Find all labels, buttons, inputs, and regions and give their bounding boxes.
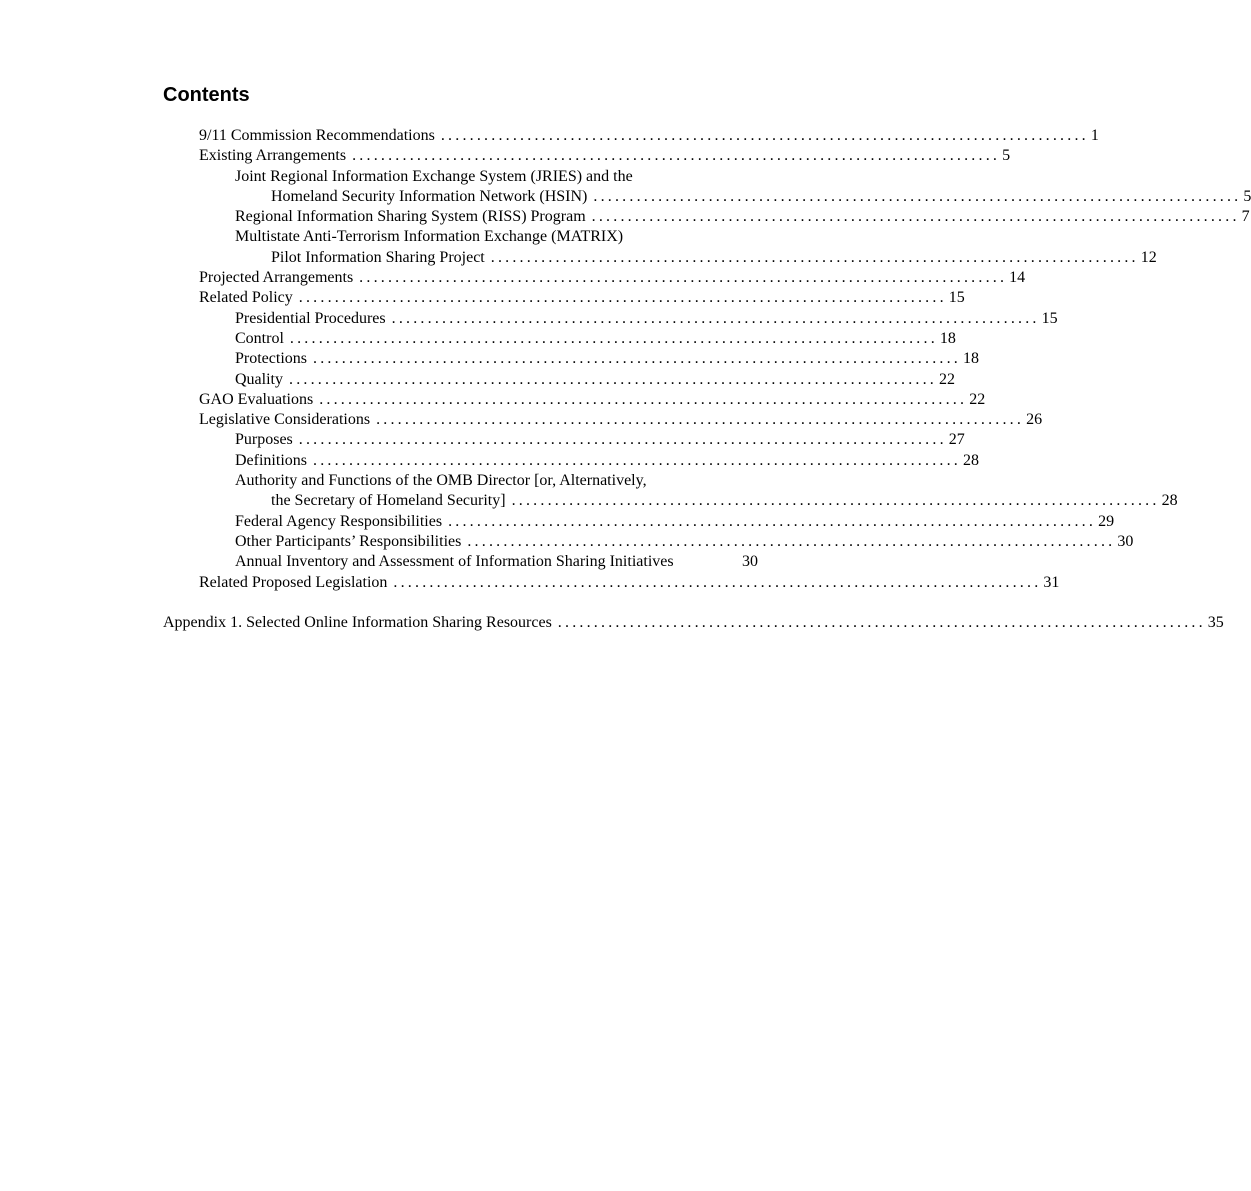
- toc-entry-title: Appendix 1. Selected Online Information Sharing Resources: [163, 613, 552, 631]
- toc-entry[interactable]: [0, 167, 758, 187]
- toc-page-number: 14: [1009, 269, 1026, 287]
- toc-page-number: 15: [1041, 309, 1058, 327]
- toc-entry[interactable]: [0, 329, 956, 349]
- toc-entry[interactable]: [0, 207, 1250, 227]
- toc-page-number: 15: [948, 289, 965, 307]
- toc-entry-title: Regional Information Sharing System (RISS) Program: [235, 208, 586, 226]
- toc-entry-title: Related Policy: [199, 289, 293, 307]
- toc-entry-title: Homeland Security Information Network (HSIN): [271, 187, 588, 205]
- table-of-contents: [0, 126, 1251, 633]
- toc-entry[interactable]: [0, 370, 955, 390]
- toc-page-number: 30: [1117, 532, 1134, 550]
- toc-entry[interactable]: [0, 268, 1026, 288]
- toc-entry[interactable]: [0, 349, 979, 369]
- toc-page-number: 35: [1207, 613, 1224, 631]
- dot-leader: ..........................................................................................: [557, 613, 1206, 631]
- toc-page-number: 7: [1241, 208, 1250, 226]
- dot-leader: ..........................................................................................: [448, 512, 1097, 530]
- toc-entry-title: Authority and Functions of the OMB Director [or, Alternatively,: [235, 472, 647, 490]
- toc-entry[interactable]: [0, 309, 1058, 329]
- toc-entry[interactable]: [0, 532, 1134, 552]
- toc-page-number: 1: [1090, 127, 1099, 144]
- toc-entry-title: Other Participants’ Responsibilities: [235, 532, 462, 550]
- toc-page-number: 22: [969, 390, 986, 408]
- toc-entry[interactable]: [0, 471, 758, 491]
- dot-leader: ..........................................................................................: [289, 370, 937, 388]
- toc-entry[interactable]: [0, 126, 1099, 146]
- toc-page-number: 31: [1043, 573, 1060, 591]
- dot-leader: ..........................................................................................: [289, 329, 938, 347]
- toc-page-number: 30: [742, 553, 758, 571]
- toc-page-number: 28: [963, 451, 979, 469]
- toc-entry-title: Projected Arrangements: [199, 269, 354, 287]
- toc-page-number: 18: [939, 329, 956, 347]
- spacer: [0, 593, 920, 613]
- toc-entry-title: Purposes: [235, 431, 293, 449]
- toc-entry[interactable]: [0, 552, 758, 572]
- dot-leader: ..........................................................................................: [376, 411, 1025, 429]
- dot-leader: ..........................................................................................: [440, 127, 1089, 144]
- toc-entry[interactable]: [0, 187, 1251, 207]
- toc-entry[interactable]: [0, 410, 1043, 430]
- toc-entry-title: Related Proposed Legislation: [199, 573, 388, 591]
- toc-entry-title: Existing Arrangements: [199, 147, 347, 165]
- toc-page-number: 12: [1140, 248, 1157, 266]
- dot-leader: ..........................................................................................: [591, 208, 1240, 226]
- toc-page-number: 26: [1026, 411, 1043, 429]
- dot-leader: ..........................................................................................: [359, 269, 1008, 287]
- toc-page-number: 22: [939, 370, 955, 388]
- contents-heading: Contents: [163, 84, 250, 106]
- toc-entry[interactable]: [0, 390, 986, 410]
- dot-leader: ..........................................................................................: [393, 573, 1042, 591]
- dot-leader: ..........................................................................................: [352, 147, 1001, 165]
- toc-entry[interactable]: [0, 288, 965, 308]
- toc-page-number: 5: [1243, 187, 1251, 205]
- toc-entry-title: 9/11 Commission Recommendations: [199, 127, 435, 144]
- toc-entry-title: Federal Agency Responsibilities: [235, 512, 443, 530]
- toc-page-number: 27: [948, 431, 965, 449]
- toc-entry[interactable]: [0, 573, 1060, 593]
- toc-page-number: 29: [1098, 512, 1115, 530]
- toc-entry-title: Protections: [235, 350, 307, 368]
- toc-entry-title: Pilot Information Sharing Project: [271, 248, 485, 266]
- dot-leader: ..........................................................................................: [313, 350, 961, 368]
- toc-entry[interactable]: [0, 613, 1224, 633]
- toc-entry-title: Joint Regional Information Exchange System (JRIES) and the: [235, 167, 633, 185]
- toc-entry-title: Legislative Considerations: [199, 411, 371, 429]
- toc-entry-title: Annual Inventory and Assessment of Information Sharing Initiatives: [235, 553, 674, 571]
- dot-leader: ..........................................................................................: [490, 248, 1139, 266]
- dot-leader: ..........................................................................................: [298, 289, 947, 307]
- dot-leader: ..........................................................................................: [593, 187, 1242, 205]
- toc-entry-title: Multistate Anti-Terrorism Information Exchange (MATRIX): [235, 228, 624, 246]
- toc-entry-title: Presidential Procedures: [235, 309, 386, 327]
- toc-page-number: 18: [963, 350, 979, 368]
- toc-entry[interactable]: [0, 146, 1011, 166]
- dot-leader: ..........................................................................................: [467, 532, 1116, 550]
- toc-entry-title: Quality: [235, 370, 283, 388]
- dot-leader: ..........................................................................................: [319, 390, 968, 408]
- toc-entry-title: Control: [235, 329, 284, 347]
- toc-entry-title: Definitions: [235, 451, 307, 469]
- toc-page-number: 5: [1002, 147, 1011, 165]
- toc-entry[interactable]: [0, 491, 1178, 511]
- dot-leader: ..........................................................................................: [391, 309, 1040, 327]
- toc-entry-title: GAO Evaluations: [199, 390, 314, 408]
- dot-leader: ..........................................................................................: [298, 431, 947, 449]
- toc-entry[interactable]: [0, 512, 1115, 532]
- toc-entry-title: the Secretary of Homeland Security]: [271, 492, 506, 510]
- toc-page-number: 28: [1161, 492, 1178, 510]
- toc-entry[interactable]: [0, 227, 758, 247]
- toc-entry[interactable]: [0, 248, 1157, 268]
- dot-leader: ..........................................................................................: [313, 451, 961, 469]
- toc-entry[interactable]: [0, 451, 979, 471]
- dot-leader: ..........................................................................................: [511, 492, 1160, 510]
- toc-entry[interactable]: [0, 430, 965, 450]
